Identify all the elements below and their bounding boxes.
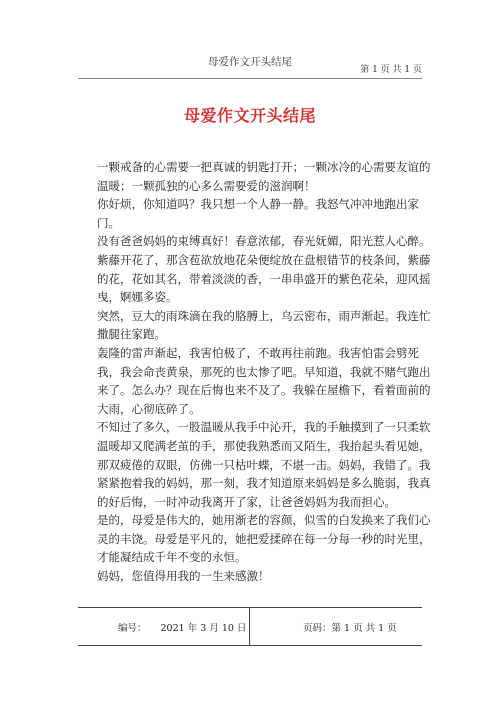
paragraph: 轰隆的雷声渐起，我害怕极了，不敢再往前跑。我害怕雷会劈死我，我会命丧黄泉，那死的也太惨了吧。早知道，我就不赌气跑出来了。怎么办？现在后悔也来不及了。我躲在屋檐下，看着面前的大雨，心彻底碎了。 [97, 345, 431, 416]
footer-number-date [118, 620, 246, 634]
paragraph: 不知过了多久，一股温暖从我手中沁开，我的手触摸到了一只柔软温暖却又爬满老茧的手，那使我熟悉而又陌生，我抬起头看见她，那双疲倦的双眼，仿佛一只枯叶蝶，不堪一击。妈妈，我错了。我紧紧抱着我的妈妈，那一刻，我才知道原来妈妈是多么脆弱，我真的好后悔，一时冲动我离开了家，让爸爸妈妈为我而担心。 [97, 420, 431, 509]
footer-rule-bottom [78, 645, 422, 646]
footer-number-label: 编号： [118, 623, 147, 634]
paragraph: 是的，母爱是伟大的，她用渐老的容颜，似雪的白发换来了我们心灵的丰饶。母爱是平凡的，她把爱揉碎在每一分每一秒的时光里，才能凝结成千年不变的永恒。 [97, 513, 431, 565]
footer-date: 2021 年 3 月 10 日 [160, 623, 247, 634]
header-page-info: 第 1 页 共 1 页 [360, 65, 422, 75]
header-rule [78, 78, 422, 79]
header-title: 母爱作文开头结尾 [208, 56, 292, 68]
document-title: 母爱作文开头结尾 [183, 106, 316, 125]
paragraph: 妈妈，您值得用我的一生来感激！ [97, 569, 270, 584]
paragraph: 你好烦，你知道吗？我只想一个人静一静。我怒气冲冲地跑出家门。 [97, 197, 419, 230]
document-body [97, 158, 437, 586]
paragraph: 突然，豆大的雨珠滴在我的胳膊上，乌云密布，雨声渐起。我连忙撒腿往家跑。 [97, 308, 431, 342]
paragraph: 一颗戒备的心需要一把真诚的钥匙打开；一颗冰冷的心需要友谊的温暖；一颗孤独的心多么需要爱的滋润啊！ [97, 160, 431, 193]
footer-divider [249, 607, 250, 645]
footer-page-label: 页码：第 1 页 共 1 页 [303, 623, 397, 634]
footer-rule-top [78, 607, 422, 608]
paragraph: 没有爸爸妈妈的束缚真好！春意浓郁，春光妩媚，阳光惹人心醉。紫藤开花了，那含苞欲放地花朵便绽放在盘根错节的枝条间，紫藤的花，花如其名，带着淡淡的香，一串串盛开的紫色花朵，迎风摇曳，婀娜多姿。 [97, 234, 431, 305]
